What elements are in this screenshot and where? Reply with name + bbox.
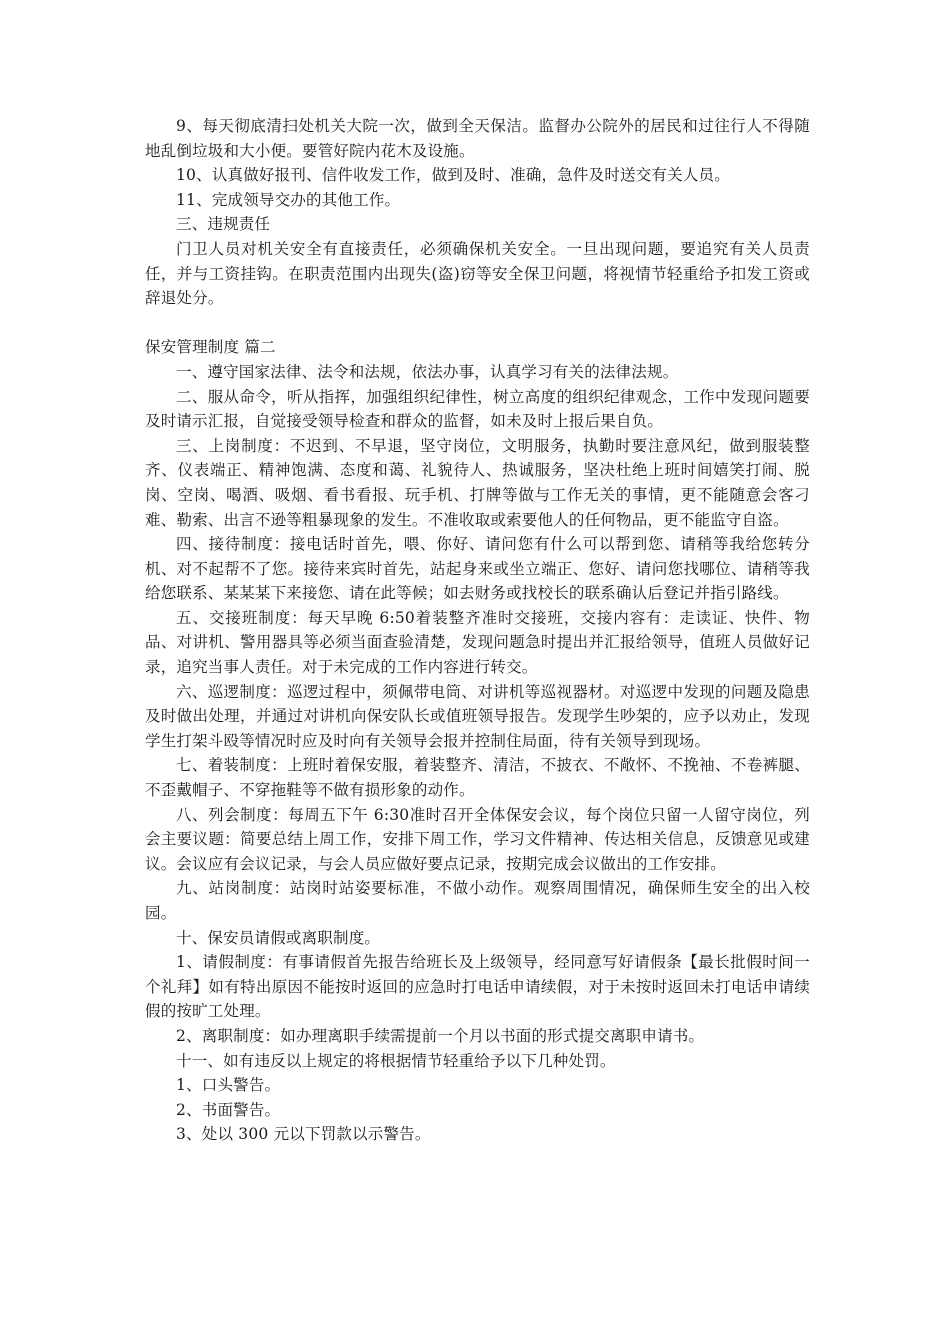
document-body	[145, 114, 810, 1147]
paragraph: 四、接待制度：接电话时首先，喂、你好、请问您有什么可以帮到您、请稍等我给您转分机、对不起帮不了您。接待来宾时首先，站起身来或坐立端正、您好、请问您找哪位、请稍等我给您联系、某某某下来接您、请在此等候；如去财务或找校长的联系确认后登记并指引路线。	[145, 535, 810, 603]
section-spacer	[145, 311, 810, 336]
paragraph-heading: 三、违规责任	[176, 215, 271, 234]
paragraph: 2、离职制度：如办理离职手续需提前一个月以书面的形式提交离职申请书。	[176, 1026, 705, 1045]
paragraph: 八、列会制度：每周五下午 6:30准时召开全体保安会议，每个岗位只留一人留守岗位，列会主要议题：简要总结上周工作，安排下周工作，学习文件精神、传达相关信息，反馈意见或建议。会议应有会议记录，与会人员应做好要点记录，按期完成会议做出的工作安排。	[145, 805, 810, 873]
paragraph: 十、保安员请假或离职制度。	[176, 928, 381, 947]
paragraph: 五、交接班制度：每天早晚 6:50着装整齐准时交接班，交接内容有：走读证、快件、物品、对讲机、警用器具等必须当面查验清楚，发现问题急时提出并汇报给领导，值班人员做好记录，追究当事人责任。对于未完成的工作内容进行转交。	[145, 608, 810, 677]
paragraph: 十一、如有违反以上规定的将根据情节轻重给予以下几种处罚。	[176, 1051, 616, 1070]
paragraph: 3、处以 300 元以下罚款以示警告。	[176, 1125, 431, 1144]
paragraph: 六、巡逻制度：巡逻过程中，须佩带电筒、对讲机等巡视器材。对巡逻中发现的问题及隐患及时做出处理，并通过对讲机向保安队长或值班领导报告。发现学生吵架的，应予以劝止，发现学生打架斗殴等情况时应及时向有关领导会报并控制住局面，待有关领导到现场。	[145, 682, 810, 750]
paragraph: 门卫人员对机关安全有直接责任，必须确保机关安全。一旦出现问题，要追究有关人员责任，并与工资挂钩。在职责范围内出现失(盗)窃等安全保卫问题，将视情节轻重给予扣发工资或辞退处分。	[145, 239, 810, 308]
paragraph: 10、认真做好报刊、信件收发工作，做到及时、准确，急件及时送交有关人员。	[176, 166, 730, 185]
paragraph: 三、上岗制度：不迟到、不早退，坚守岗位，文明服务，执勤时要注意风纪，做到服装整齐、仪表端正、精神饱满、态度和蔼、礼貌待人、热诚服务，坚决杜绝上班时间嬉笑打闹、脱岗、空岗、喝酒、吸烟、看书看报、玩手机、打牌等做与工作无关的事情，更不能随意会客刁难、勒索、出言不逊等粗暴现象的发生。不准收取或索要他人的任何物品，更不能监守自盗。	[145, 436, 810, 529]
paragraph: 9、每天彻底清扫处机关大院一次，做到全天保洁。监督办公院外的居民和过往行人不得随地乱倒垃圾和大小便。要管好院内花木及设施。	[145, 117, 810, 160]
paragraph: 一、遵守国家法律、法令和法规，依法办事，认真学习有关的法律法规。	[176, 362, 679, 381]
paragraph: 二、服从命令，听从指挥，加强组织纪律性，树立高度的组织纪律观念，工作中发现问题要及时请示汇报，自觉接受领导检查和群众的监督，如未及时上报后果自负。	[145, 387, 810, 431]
paragraph: 2、书面警告。	[176, 1100, 281, 1119]
paragraph: 11、完成领导交办的其他工作。	[176, 190, 401, 209]
section-title: 保安管理制度 篇二	[145, 338, 276, 357]
paragraph: 1、请假制度：有事请假首先报告给班长及上级领导，经同意写好请假条【最长批假时间一个礼拜】如有特出原因不能按时返回的应急时打电话申请续假，对于未按时返回未打电话申请续假的按旷工处理。	[145, 953, 810, 1021]
paragraph: 1、口头警告。	[176, 1076, 281, 1095]
paragraph: 九、站岗制度：站岗时站姿要标准，不做小动作。观察周围情况，确保师生安全的出入校园。	[145, 879, 810, 922]
paragraph: 七、着装制度：上班时着保安服，着装整齐、清洁，不披衣、不敞怀、不挽袖、不卷裤腿、不歪戴帽子、不穿拖鞋等不做有损形象的动作。	[145, 756, 810, 800]
